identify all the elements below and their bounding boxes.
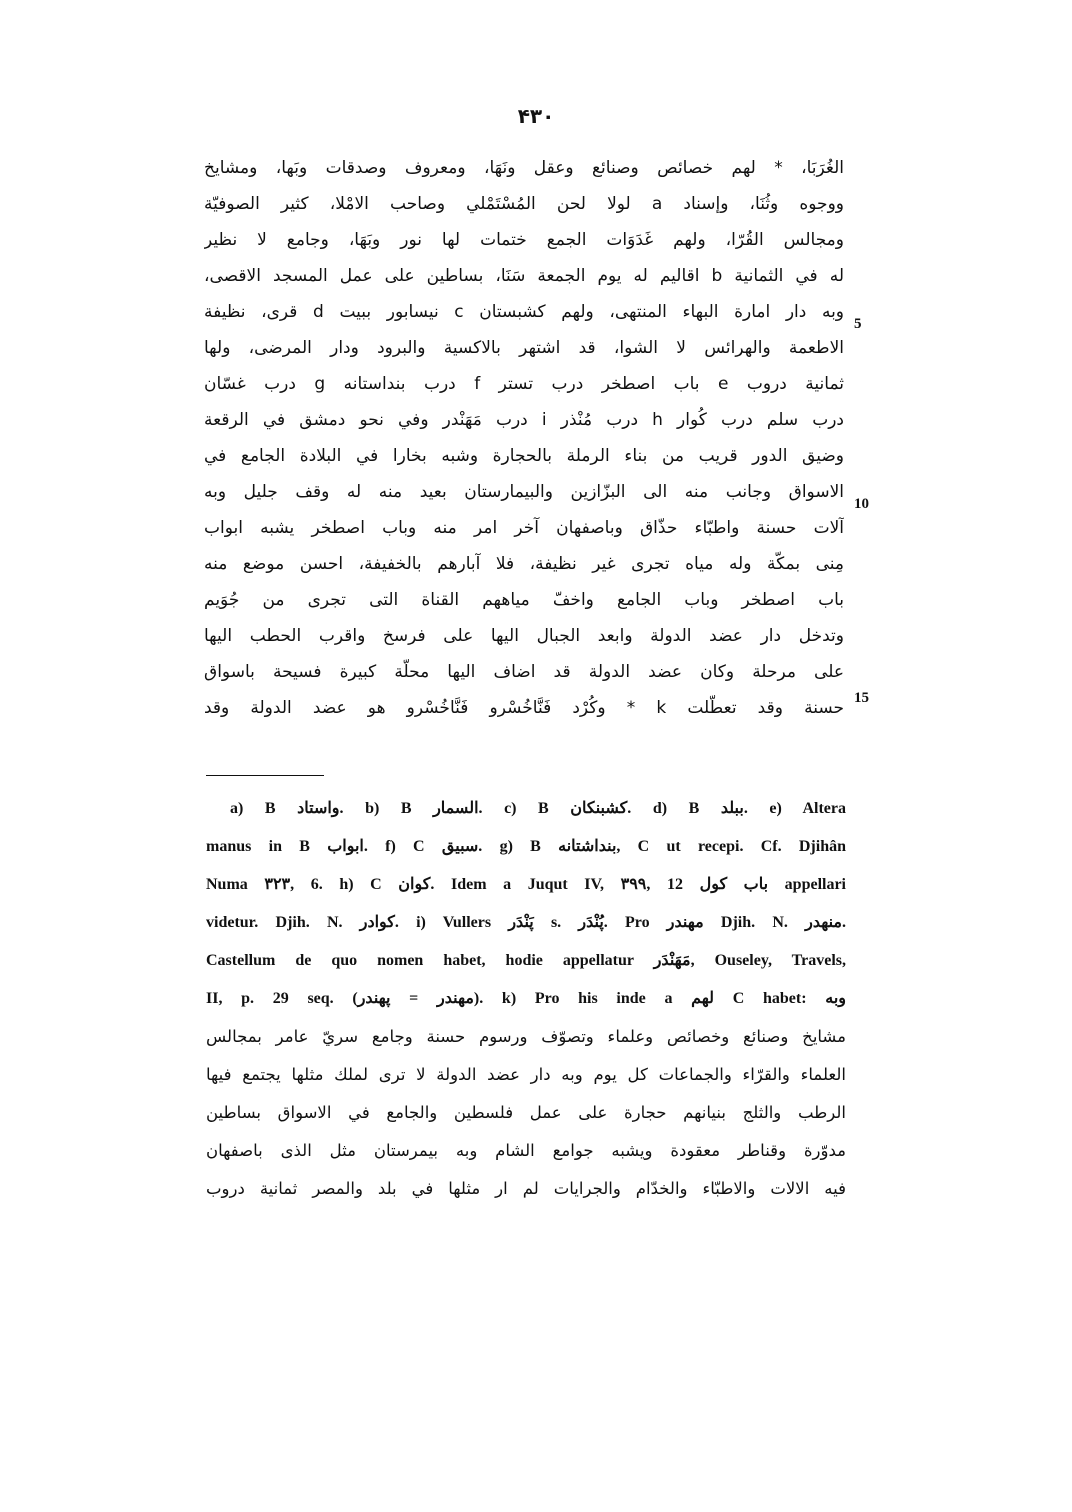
text-line: حسنة وقد تعطّلت k * وكُرْد فَنَّاخُسْرو فَنَّاخُسْرو هو عضد الدولة وقد [204,698,844,718]
text-line: مِنى بمكّة وله مياه تجرى غير نظيفة، فلا آبارهم بالخفيفة، احسن موضع منه [204,554,844,574]
main-text-block [204,150,844,726]
footnote-arabic-line: مشايخ وصنائع وخصائص وعلماء وتصوّف ورسوم حسنة وجامع سريّ عامر بمجالس [206,1027,846,1046]
text-line: الاطعمة والهرائس لا الشوا، قد اشتهر بالاكسية والبرود ودار المرضى، ولها [204,338,844,358]
line-number-10: 10 [854,496,869,512]
text-line: وتدخل دار عضد الدولة وابعد الجبال اليها على فرسخ واقرب الحطب اليها [204,626,844,646]
text-line: باب اصطخر وباب الجامع واخفّ مياههم القناة التى تجرى من جُوَيم [204,590,844,610]
text-line: وضيق الدور قريب من بناء الرملة بالحجارة وشبه بخارا في البلادة الجامع في [204,446,844,466]
footnote-arabic-line: فيه الالات والاطبّاء والخدّام والجرايات لم ار مثلها في بلد والمصر ثمانية دروب [206,1179,846,1198]
line-number-5: 5 [854,316,862,332]
text-line: على مرحلة وكان عضد الدولة قد اضاف اليها محلّة كبيرة فسيحة باسواق [204,662,844,682]
text-line: له في الثمانية b اقاليم له يوم الجمعة سَنَا، بساطين على عمل المسجد الاقصى، [204,266,844,286]
text-line: آلات حسنة واطبّاء حذّاق وباصفهان آخر امر منه وباب اصطخر يشبه ابواب [204,518,844,538]
footnote-arabic-line: مدوّرة وقناطر معقودة ويشبه جوامع الشام وبه بيمرستان مثل الذى باصفهان [206,1141,846,1160]
footnote-line: videtur. Djih. N. كوادر. i) Vullers پَنْدَر s. پُنْدَر. Pro مهندر Djih. N. منهدر. [206,914,846,931]
footnote-separator [206,775,324,776]
footnote-arabic-line: الرطب والثلج بنيانهم حجارة على عمل فلسطين والجامع في الاسواق بساطين [206,1103,846,1122]
footnotes-block [206,790,846,1208]
footnote-line: Castellum de quo nomen habet, hodie appellatur مَهَنْدَر, Ouseley, Travels, [206,952,846,969]
text-line: ومجالس القُرّا، ولهم غَدَوَات الجمع ختمات لها نور وبَهَا، وجامع لا نظير [204,230,844,250]
text-line: الغُرَبَا، * لهم خصائص وصنائع وعقل ونَهَا، ومعروف وصدقات وبَها، ومشايخ [204,158,844,178]
text-line: درب سلم درب كُوار h درب مُنْذر i درب مَهَنْدر وفي نحو دمشق في الرقعة [204,410,844,430]
text-line: ووجوه وثُنَا، وإسناد a لولا لحن المُسْتَمْلي وصاحب الامْلا، كثير الصوفيّة [204,194,844,214]
text-line: ثمانية دروب e باب اصطخر درب تستر f درب بنداستانه g درب غسّان [204,374,844,394]
line-number-15: 15 [854,690,869,706]
page-number: ۴۳۰ [517,104,555,128]
footnote-line: Numa ۳۲۳, 6. h) C كوان. Idem a Juqut IV, ۳۹۹, 12 باب كول appellari [206,876,846,893]
footnote-arabic-line: العلماء والقرّاء والجماعات كل يوم وبه دار عضد الدولة لا ترى لملك مثلها يجتمع فيها [206,1065,846,1084]
text-line: وبه دار امارة البهاء المنتهى، ولهم كشبستان c نيسابور ببيت d قرى، نظيفة [204,302,844,322]
footnote-line: II, p. 29 seq. (مهندر = پهندر). k) Pro his inde a لهم C habet: وبه [206,990,846,1007]
footnote-line: a) B واستاد. b) B السمار. c) B كشبنكان. d) B ببلد. e) Altera [230,800,846,817]
footnote-line: manus in B ابواب. f) C سبيق. g) B بنداشتانه, C ut recepi. Cf. Djihân [206,838,846,855]
text-line: الاسواق وجانب منه الى البزّازين والبيمارستان بعيد منه له وقف جليل وبه [204,482,844,502]
